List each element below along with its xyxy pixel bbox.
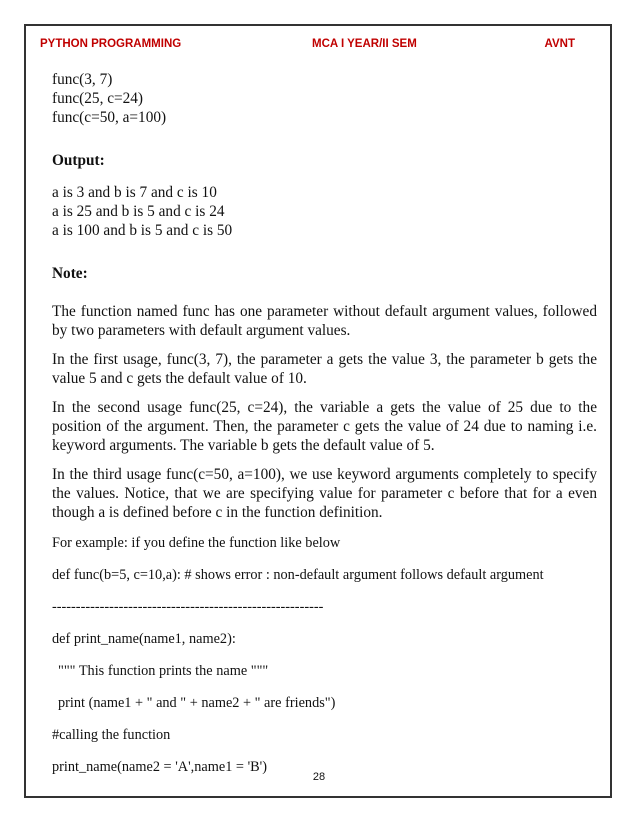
page-content [52,70,597,777]
output-block [52,183,597,240]
code-docstring: """ This function prints the name """ [58,663,269,679]
note-paragraph: In the second usage func(25, c=24), the variable a gets the value of 25 due to the position of the argument. Then, the parameter c gets the value of 24 due to naming i.e. keyword arguments. The variable b gets the default value of 5. [52,399,597,454]
code-line: func(25, c=24) [52,90,144,107]
output-line: a is 3 and b is 7 and c is 10 [52,184,217,201]
code-comment: #calling the function [52,727,171,743]
page-number: 28 [312,771,326,783]
output-line: a is 25 and b is 5 and c is 24 [52,203,225,220]
code-def-line: def print_name(name1, name2): [52,631,236,647]
example-intro: For example: if you define the function like below [52,535,341,551]
separator-line: --------------------------------------------------------- [52,599,324,615]
code-line: func(c=50, a=100) [52,109,167,126]
header-semester: MCA I YEAR/II SEM [312,38,417,50]
note-heading: Note: [52,265,88,282]
code-call-line: print_name(name2 = 'A',name1 = 'B') [52,759,268,775]
note-paragraph: The function named func has one parameter without default argument values, followed by two parameters with default argument values. [52,303,597,339]
note-paragraph: In the third usage func(c=50, a=100), we use keyword arguments completely to specify the values. Notice, that we are specifying value for parameter c before that for a even though a is defined before c in the function definition. [52,466,597,521]
note-paragraph: In the first usage, func(3, 7), the parameter a gets the value 3, the parameter b gets the value 5 and c gets the default value of 10. [52,351,597,387]
code-calls [52,70,597,127]
code-line: func(3, 7) [52,71,113,88]
header-course: PYTHON PROGRAMMING [40,38,182,50]
output-heading: Output: [52,152,105,169]
header-institution: AVNT [544,38,575,50]
page-header [40,38,590,54]
output-line: a is 100 and b is 5 and c is 50 [52,222,233,239]
code-print-line: print (name1 + " and " + name2 + " are friends") [58,695,336,711]
example-code: def func(b=5, c=10,a): # shows error : non-default argument follows default argument [52,567,544,583]
